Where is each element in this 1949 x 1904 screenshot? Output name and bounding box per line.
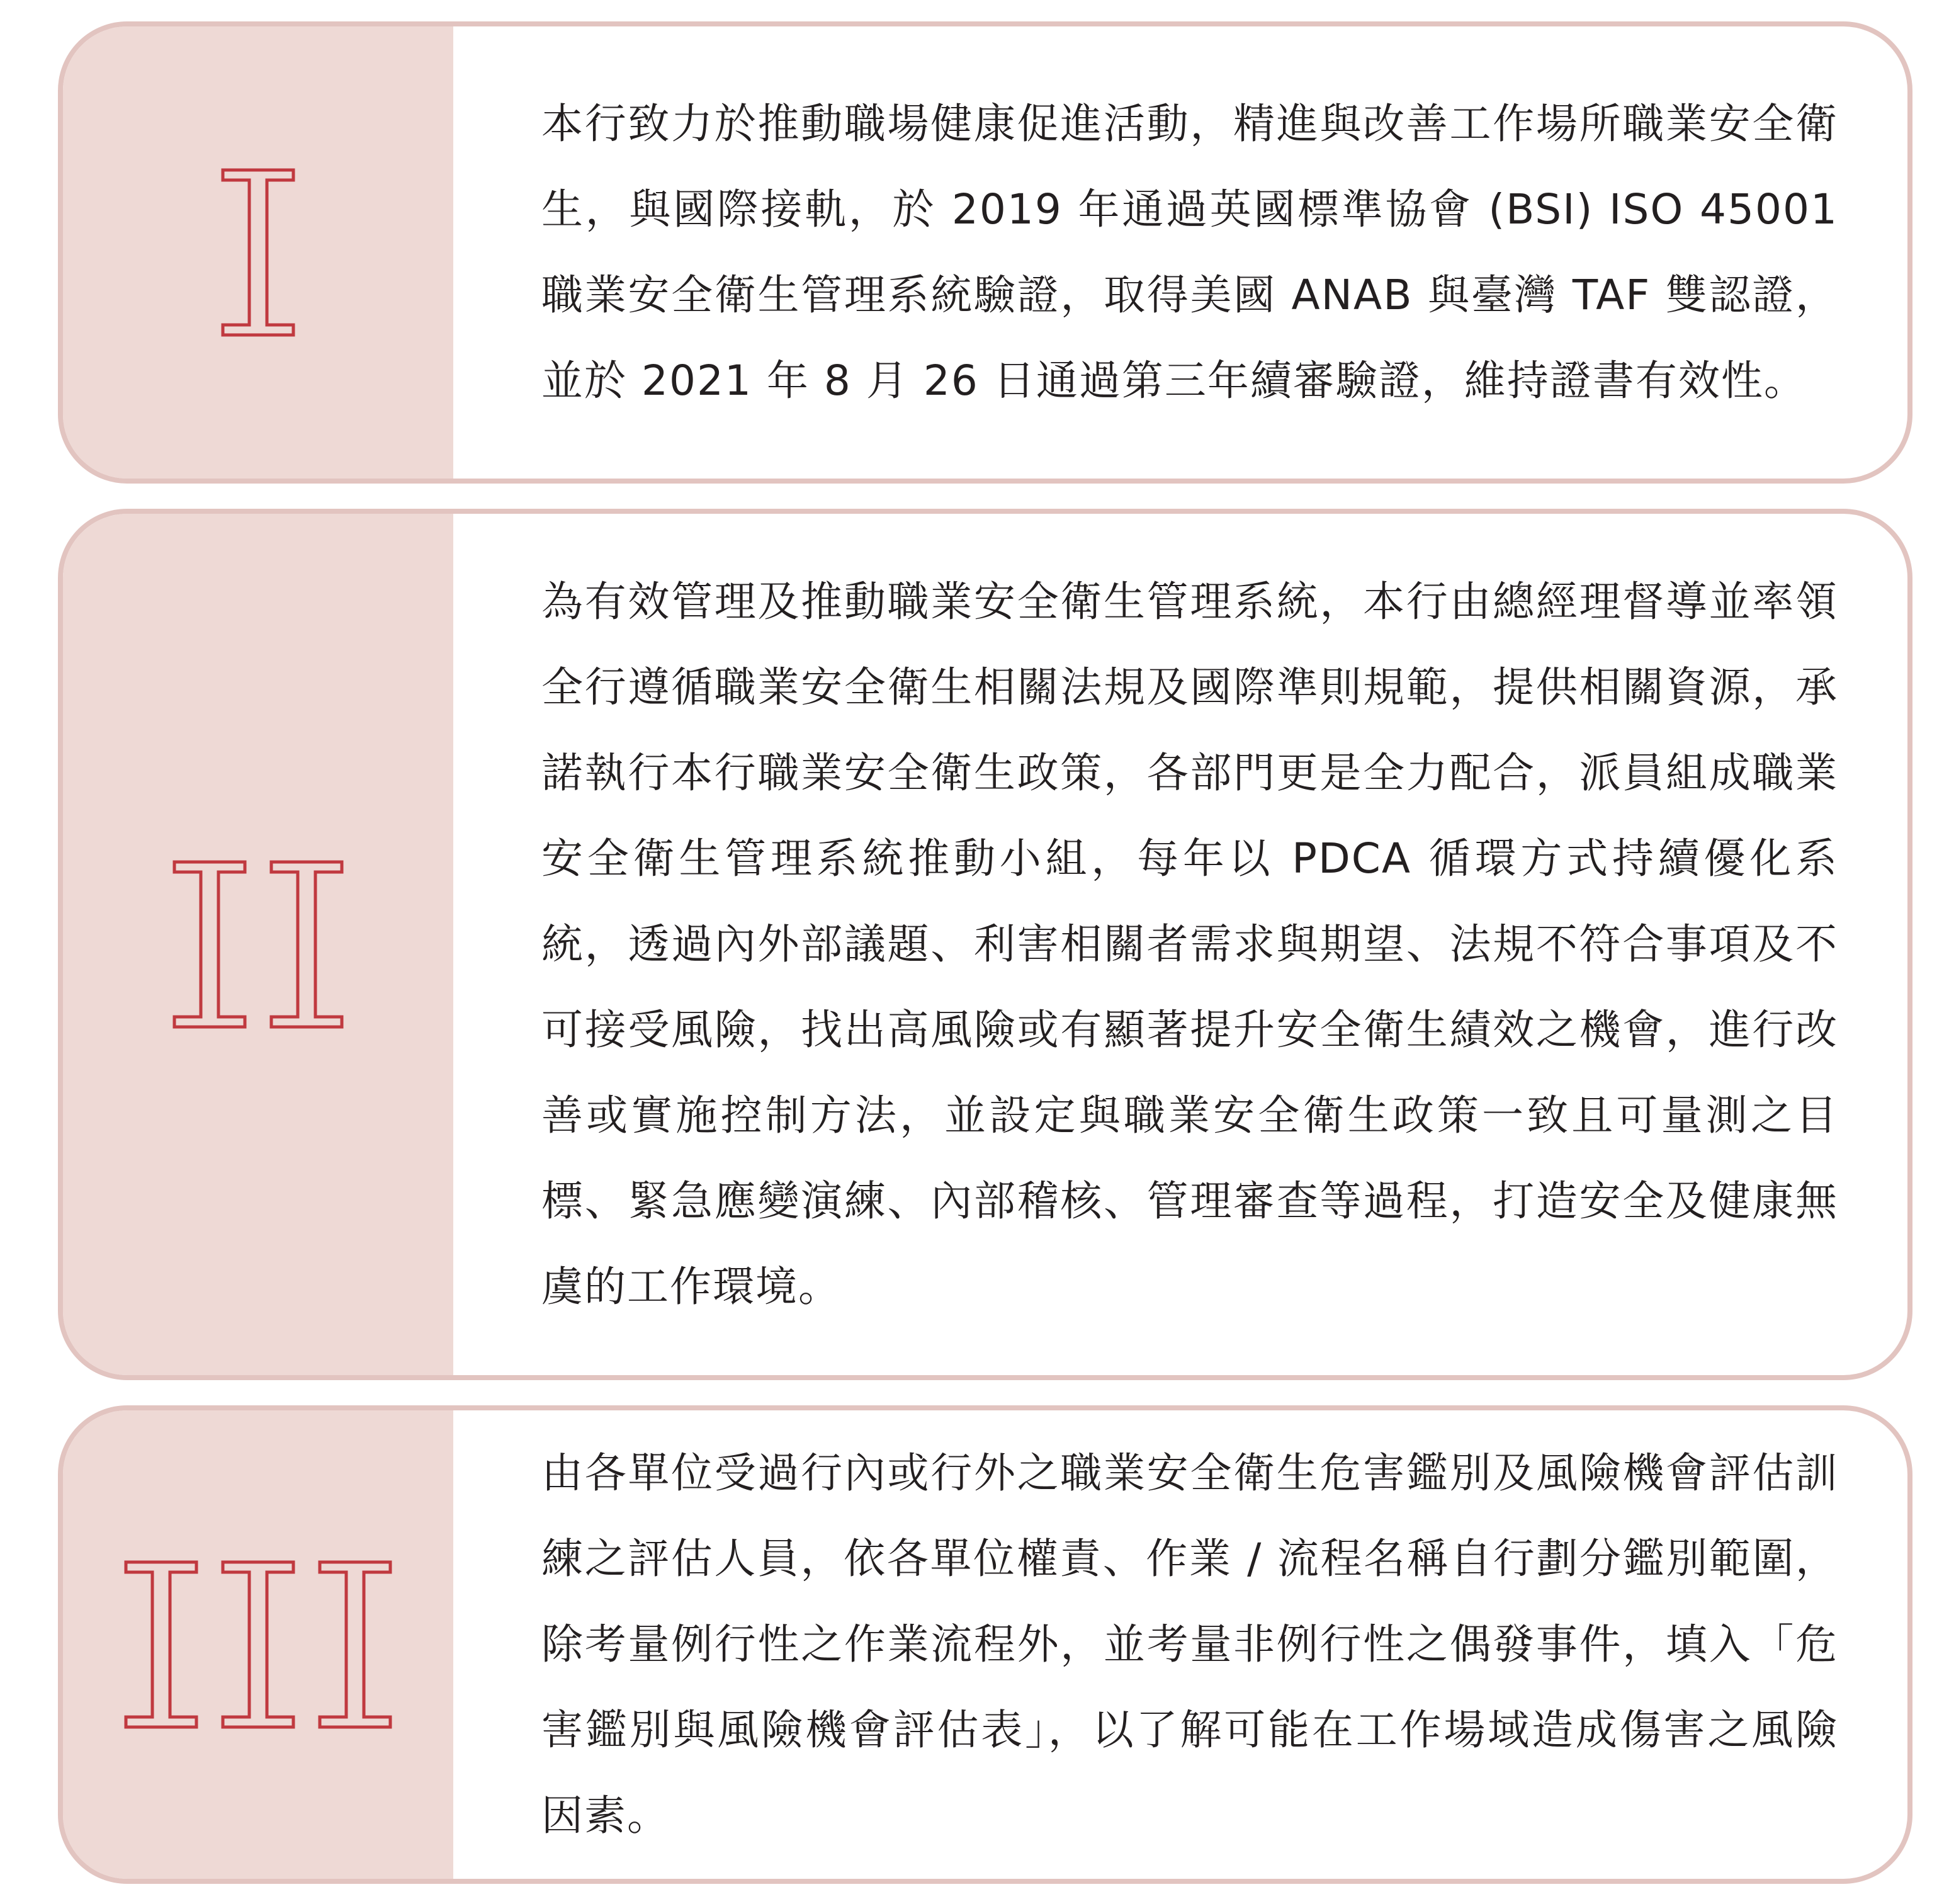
section-card-3: [58, 1405, 1912, 1884]
section-text-1: 本行致力於推動職場健康促進活動，精進與改善工作場所職業安全衛生，與國際接軌，於 2019 年通過英國標準協會 (BSI) ISO 45001 職業安全衛生管理系統驗證，取得美國 ANAB 與臺灣 TAF 雙認證，並於 2021 年 8 月 26 日通過第三年續審驗證，維持證書有效性。: [541, 99, 1838, 405]
section-text-3: 由各單位受過行內或行外之職業安全衛生危害鑑別及風險機會評估訓練之評估人員，依各單位權責、作業 / 流程名稱自行劃分鑑別範圍，除考量例行性之作業流程外，並考量非例行性之偶發事件，填入「危害鑑別與風險機會評估表」，以了解可能在工作場域造成傷害之風險因素。: [541, 1449, 1838, 1840]
section-text-2: 為有效管理及推動職業安全衛生管理系統，本行由總經理督導並率領全行遵循職業安全衛生相關法規及國際準則規範，提供相關資源，承諾執行本行職業安全衛生政策，各部門更是全力配合，派員組成職業安全衛生管理系統推動小組，每年以 PDCA 循環方式持續優化系統，透過內外部議題、利害相關者需求與期望、法規不符合事項及不可接受風險，找出高風險或有顯著提升安全衛生績效之機會，進行改善或實施控制方法，並設定與職業安全衛生政策一致且可量測之目標、緊急應變演練、內部稽核、管理審查等過程，打造安全及健康無虞的工作環境。: [541, 577, 1838, 1311]
section-card-2: [58, 509, 1912, 1380]
numeral-panel-3: [63, 1410, 453, 1879]
numeral-panel-2: [63, 514, 453, 1375]
text-area-1: [541, 26, 1838, 479]
roman-numeral-two-icon: [172, 859, 344, 1029]
roman-numeral-one-icon: [220, 167, 296, 337]
section-card-1: [58, 21, 1912, 484]
text-area-3: [541, 1410, 1838, 1879]
text-area-2: [541, 514, 1838, 1375]
numeral-panel-1: [63, 26, 453, 479]
roman-numeral-three-icon: [123, 1560, 393, 1730]
